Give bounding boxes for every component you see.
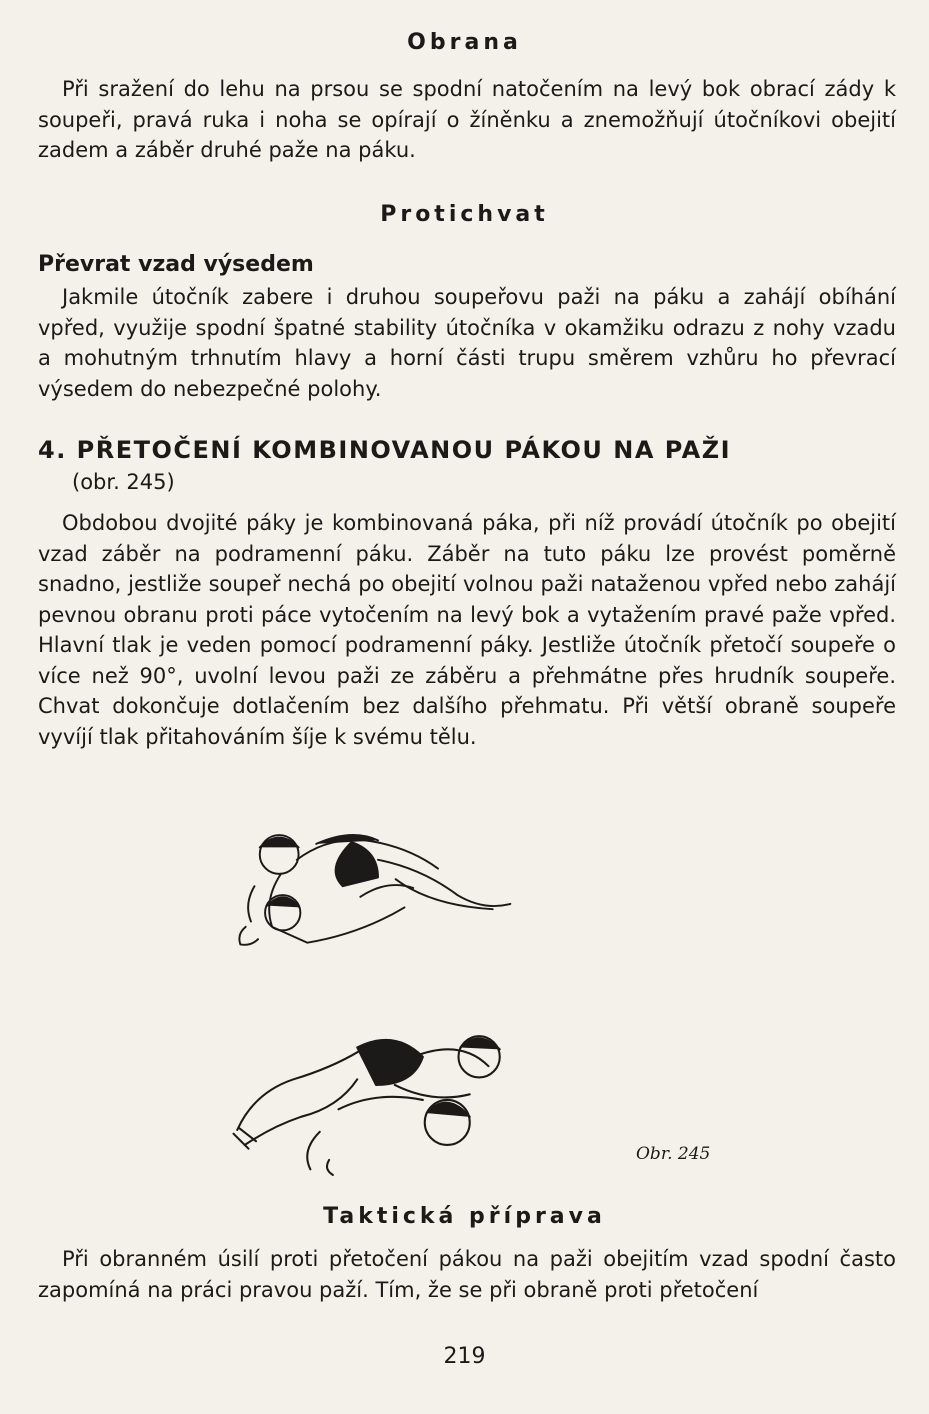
heading-obrana: Obrana [407,30,522,55]
subheading-prevrat: Převrat vzad výsedem [38,252,314,277]
page-number: 219 [443,1344,486,1369]
paragraph-obrana: Při sražení do lehu na prsou se spodní natočením na levý bok obrací zády k soupeři, pravá ruka i noha se opírají o žíněnku a znemožňují útočníkovi obejití zadem a záběr druhé paže na páku. [38,77,896,162]
section-title-4: 4. PŘETOČENÍ KOMBINOVANOU PÁKOU NA PAŽI [38,436,732,464]
paragraph-section4: Obdobou dvojité páky je kombinovaná páka, při níž provádí útočník po obejití vzad záběr na podramenní páku. Záběr na tuto páku lze provést poměrně snadno, jestliže soupeř nechá po obejití volnou paži nataženou vpřed nebo zahájí pevnou obranu proti páce vytočením na levý bok a vytažením pravé paže vpřed. Hlavní tlak je veden pomocí podramenní páky. Jestliže útočník přetočí soupeře o více než 90°, uvolní levou paži ze záběru a přehmátne přes hrudník soupeře. Chvat dokončuje dotlačením bez dalšího přehmatu. Při větší obraně soupeře vyvíjí tlak přitahováním šíje k svému tělu. [38,511,896,749]
heading-protichvat: Protichvat [380,202,549,227]
paragraph-takticka: Při obranném úsilí proti přetočení pákou na paži obejitím vzad spodní často zapomíná na práci pravou paží. Tím, že se při obraně proti přetočení [38,1247,896,1302]
wrestling-illustration-bottom [226,1014,526,1184]
figure-reference: (obr. 245) [72,470,175,494]
wrestling-illustration-top [228,808,528,968]
paragraph-prevrat: Jakmile útočník zabere i druhou soupeřovu paži na páku a zahájí obíhání vpřed, využije spodní špatné stability útočníka v okamžiku odrazu z nohy vzadu a mohutným trhnutím hlavy a horní části trupu směrem vzhůru ho převrací výsedem do nebezpečné polohy. [38,285,896,401]
figure-caption: Obr. 245 [636,1144,711,1164]
heading-takticka: Taktická příprava [323,1204,606,1229]
